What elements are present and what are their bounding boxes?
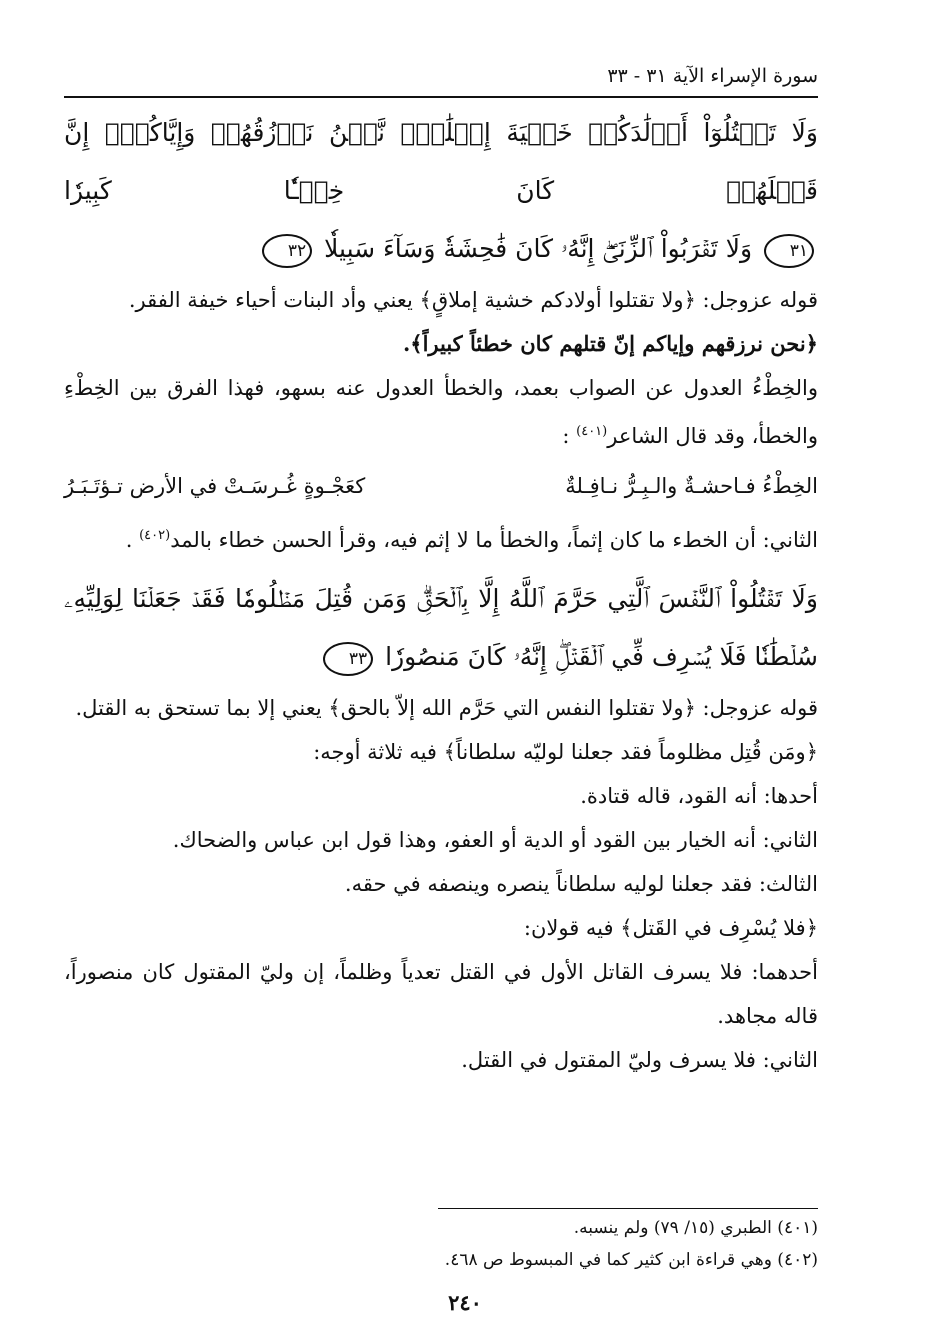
page-body [64,104,818,1082]
tafsir-paragraph: الثاني: فلا يسرف وليّ المقتول في القتل. [461,1048,818,1072]
tafsir-paragraph: أحدها: أنه القود، قاله قتادة. [580,784,818,808]
ayah-number-mark: ٣٢ [262,234,312,268]
ayah-number-mark: ٣٣ [323,642,373,676]
footnotes [64,1212,818,1276]
quran-verse-line: وَلَا تَقۡتُلُواْ ٱلنَّفۡسَ ٱلَّتِي حَرَّمَ ٱللَّهُ إِلَّا بِٱلۡحَقِّۗ وَمَن قُتِلَ مَظۡلُومٗا فَقَدۡ جَعَلۡنَا لِوَلِيِّهِۦ [64,584,818,613]
footnote-ref: (٤٠٢) [139,528,171,543]
tafsir-paragraph: قوله عزوجل: ﴿ولا تقتلوا النفس التي حَرَّم الله إلاّ بالحق﴾ يعني إلا بما تستحق به القتل. [75,696,818,720]
tafsir-text: والخِطْءُ العدول عن الصواب بعمد، والخطأ العدول عنه بسهو، فهذا الفرق بين الخِطْءِ والخطأ، وقد قال الشاعر [64,376,818,448]
tafsir-paragraph: الثالث: فقد جعلنا لوليه سلطاناً ينصره وينصفه في حقه. [344,872,818,896]
quran-verse-line [64,628,818,686]
tafsir-paragraph [64,366,818,458]
footnote: (٤٠٢) وهي قراءة ابن كثير كما في المبسوط ص ٤٦٨. [444,1250,818,1270]
header-rule [64,96,818,98]
poem-hemistich-right: الخِطْءُ فـاحشـةٌ والـبِـرُّ نـافِـلةٌ [565,474,818,498]
quran-verse-text: سُلۡطَٰنٗا فَلَا يُسۡرِف فِّي ٱلۡقَتۡلِۖ إِنَّهُۥ كَانَ مَنصُورٗا [385,642,818,671]
footnote-ref: (٤٠١) [576,424,608,439]
quran-verse-line: وَلَا تَقۡتُلُوٓاْ أَوۡلَٰدَكُمۡ خَشۡيَةَ إِمۡلَٰقٖۖ نَّحۡنُ نَرۡزُقُهُمۡ وَإِيَّاكُمۡۚ إِنَّ قَتۡلَهُمۡ كَانَ خِطۡـٔٗا كَبِيرٗا [64,118,818,205]
tafsir-paragraph: ﴿ومَن قُتِل مظلوماً فقد جعلنا لوليّه سلطاناً﴾ فيه ثلاثة أوجه: [313,740,818,764]
ayah-number-mark: ٣١ [764,234,814,268]
tafsir-paragraph [64,514,818,562]
spacer [64,562,818,570]
running-header: سورة الإسراء الآية ٣١ - ٣٣ [607,65,818,87]
poem-verse [64,464,818,508]
poem-hemistich-left: كعَجْـوةٍ غُـرسَـتْ في الأرض تـؤتَـبَـرُ [64,474,366,498]
tafsir-paragraph: الثاني: أنه الخيار بين القود أو الدية أو العفو، وهذا قول ابن عباس والضحاك. [172,828,818,852]
quran-verse-text: وَلَا تَقۡرَبُواْ ٱلزِّنَىٰٓۖ إِنَّهُۥ كَانَ فَٰحِشَةٗ وَسَآءَ سَبِيلٗا [324,234,753,263]
tafsir-text: الثاني: أن الخطء ما كان إثماً، والخطأ ما لا إثم فيه، وقرأ الحسن خطاء بالمد [170,528,818,552]
punctuation: : [562,424,570,448]
tafsir-paragraph: قوله عزوجل: ﴿ولا تقتلوا أولادكم خشية إملاقٍ﴾ يعني وأد البنات أحياء خيفة الفقر. [128,288,818,312]
punctuation: . [125,528,133,552]
footnote: (٤٠١) الطبري (١٥/ ٧٩) ولم ينسبه. [573,1218,818,1238]
quran-verse-line [64,220,818,278]
footnote-rule [438,1208,818,1209]
tafsir-paragraph: ﴿فلا يُسْرِف في القَتل﴾ فيه قولان: [523,916,818,940]
page-number: ٢٤٠ [448,1290,482,1315]
tafsir-paragraph: أحدهما: فلا يسرف القاتل الأول في القتل تعدياً وظلماً، إن وليّ المقتول كان منصوراً، قاله مجاهد. [64,960,818,1028]
tafsir-quote: ﴿نحن نرزقهم وإياكم إنّ قتلهم كان خطئاً كبيراً﴾. [402,331,818,356]
